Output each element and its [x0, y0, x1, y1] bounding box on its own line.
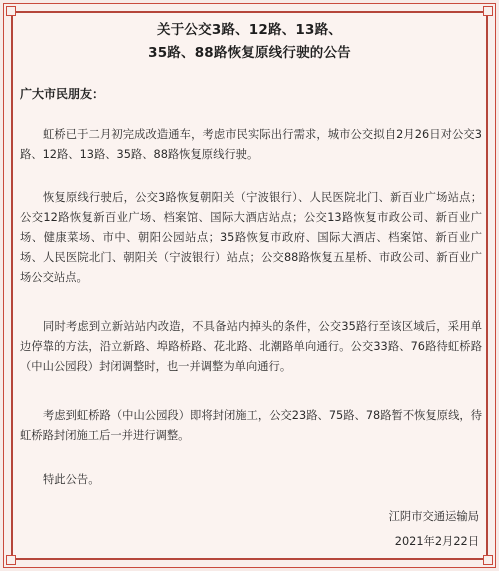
paragraph-2: 恢复原线行驶后，公交3路恢复朝阳关（宁波银行）、人民医院北门、新百业广场站点；公交12路恢复新百业广场、档案馆、国际大酒店站点；公交13路恢复市政公司、新百业广场、健康菜场、市中、朝阳公园站点；35路恢复市政府、国际大酒店、档案馆、新百业广场、人民医院北门、朝阳关（宁波银行）站点；公交88路恢复五星桥、市政公司、新百业广场公交站点。 [20, 191, 482, 284]
issue-date: 2021年2月22日 [394, 535, 479, 548]
corner-ornament-bottom-right [483, 555, 493, 565]
notice-title-line-1: 关于公交3路、12路、13路、 [157, 22, 342, 38]
paragraph-3: 同时考虑到立新站站内改造，不具备站内掉头的条件，公交35路行至该区域后，采用单边停靠的方法，沿立新路、埠路桥路、花北路、北潮路单向通行。公交33路、76路待虹桥路（中山公园段）封闭调整时，也一并调整为单向通行。 [20, 320, 482, 373]
paragraph-4: 考虑到虹桥路（中山公园段）即将封闭施工，公交23路、75路、78路暂不恢复原线，待虹桥路封闭施工后一并进行调整。 [20, 409, 482, 442]
issuer-name: 江阴市交通运输局 [388, 510, 479, 523]
corner-ornament-top-right [483, 6, 493, 16]
notice-title-line-2: 35路、88路恢复原线行驶的公告 [148, 45, 351, 61]
corner-ornament-bottom-left [6, 555, 16, 565]
corner-ornament-top-left [6, 6, 16, 16]
salutation: 广大市民朋友： [20, 87, 105, 101]
closing-statement: 特此公告。 [43, 473, 100, 486]
paragraph-1: 虹桥已于二月初完成改造通车，考虑市民实际出行需求，城市公交拟自2月26日对公交3路、12路、13路、35路、88路恢复原线行驶。 [20, 128, 482, 161]
